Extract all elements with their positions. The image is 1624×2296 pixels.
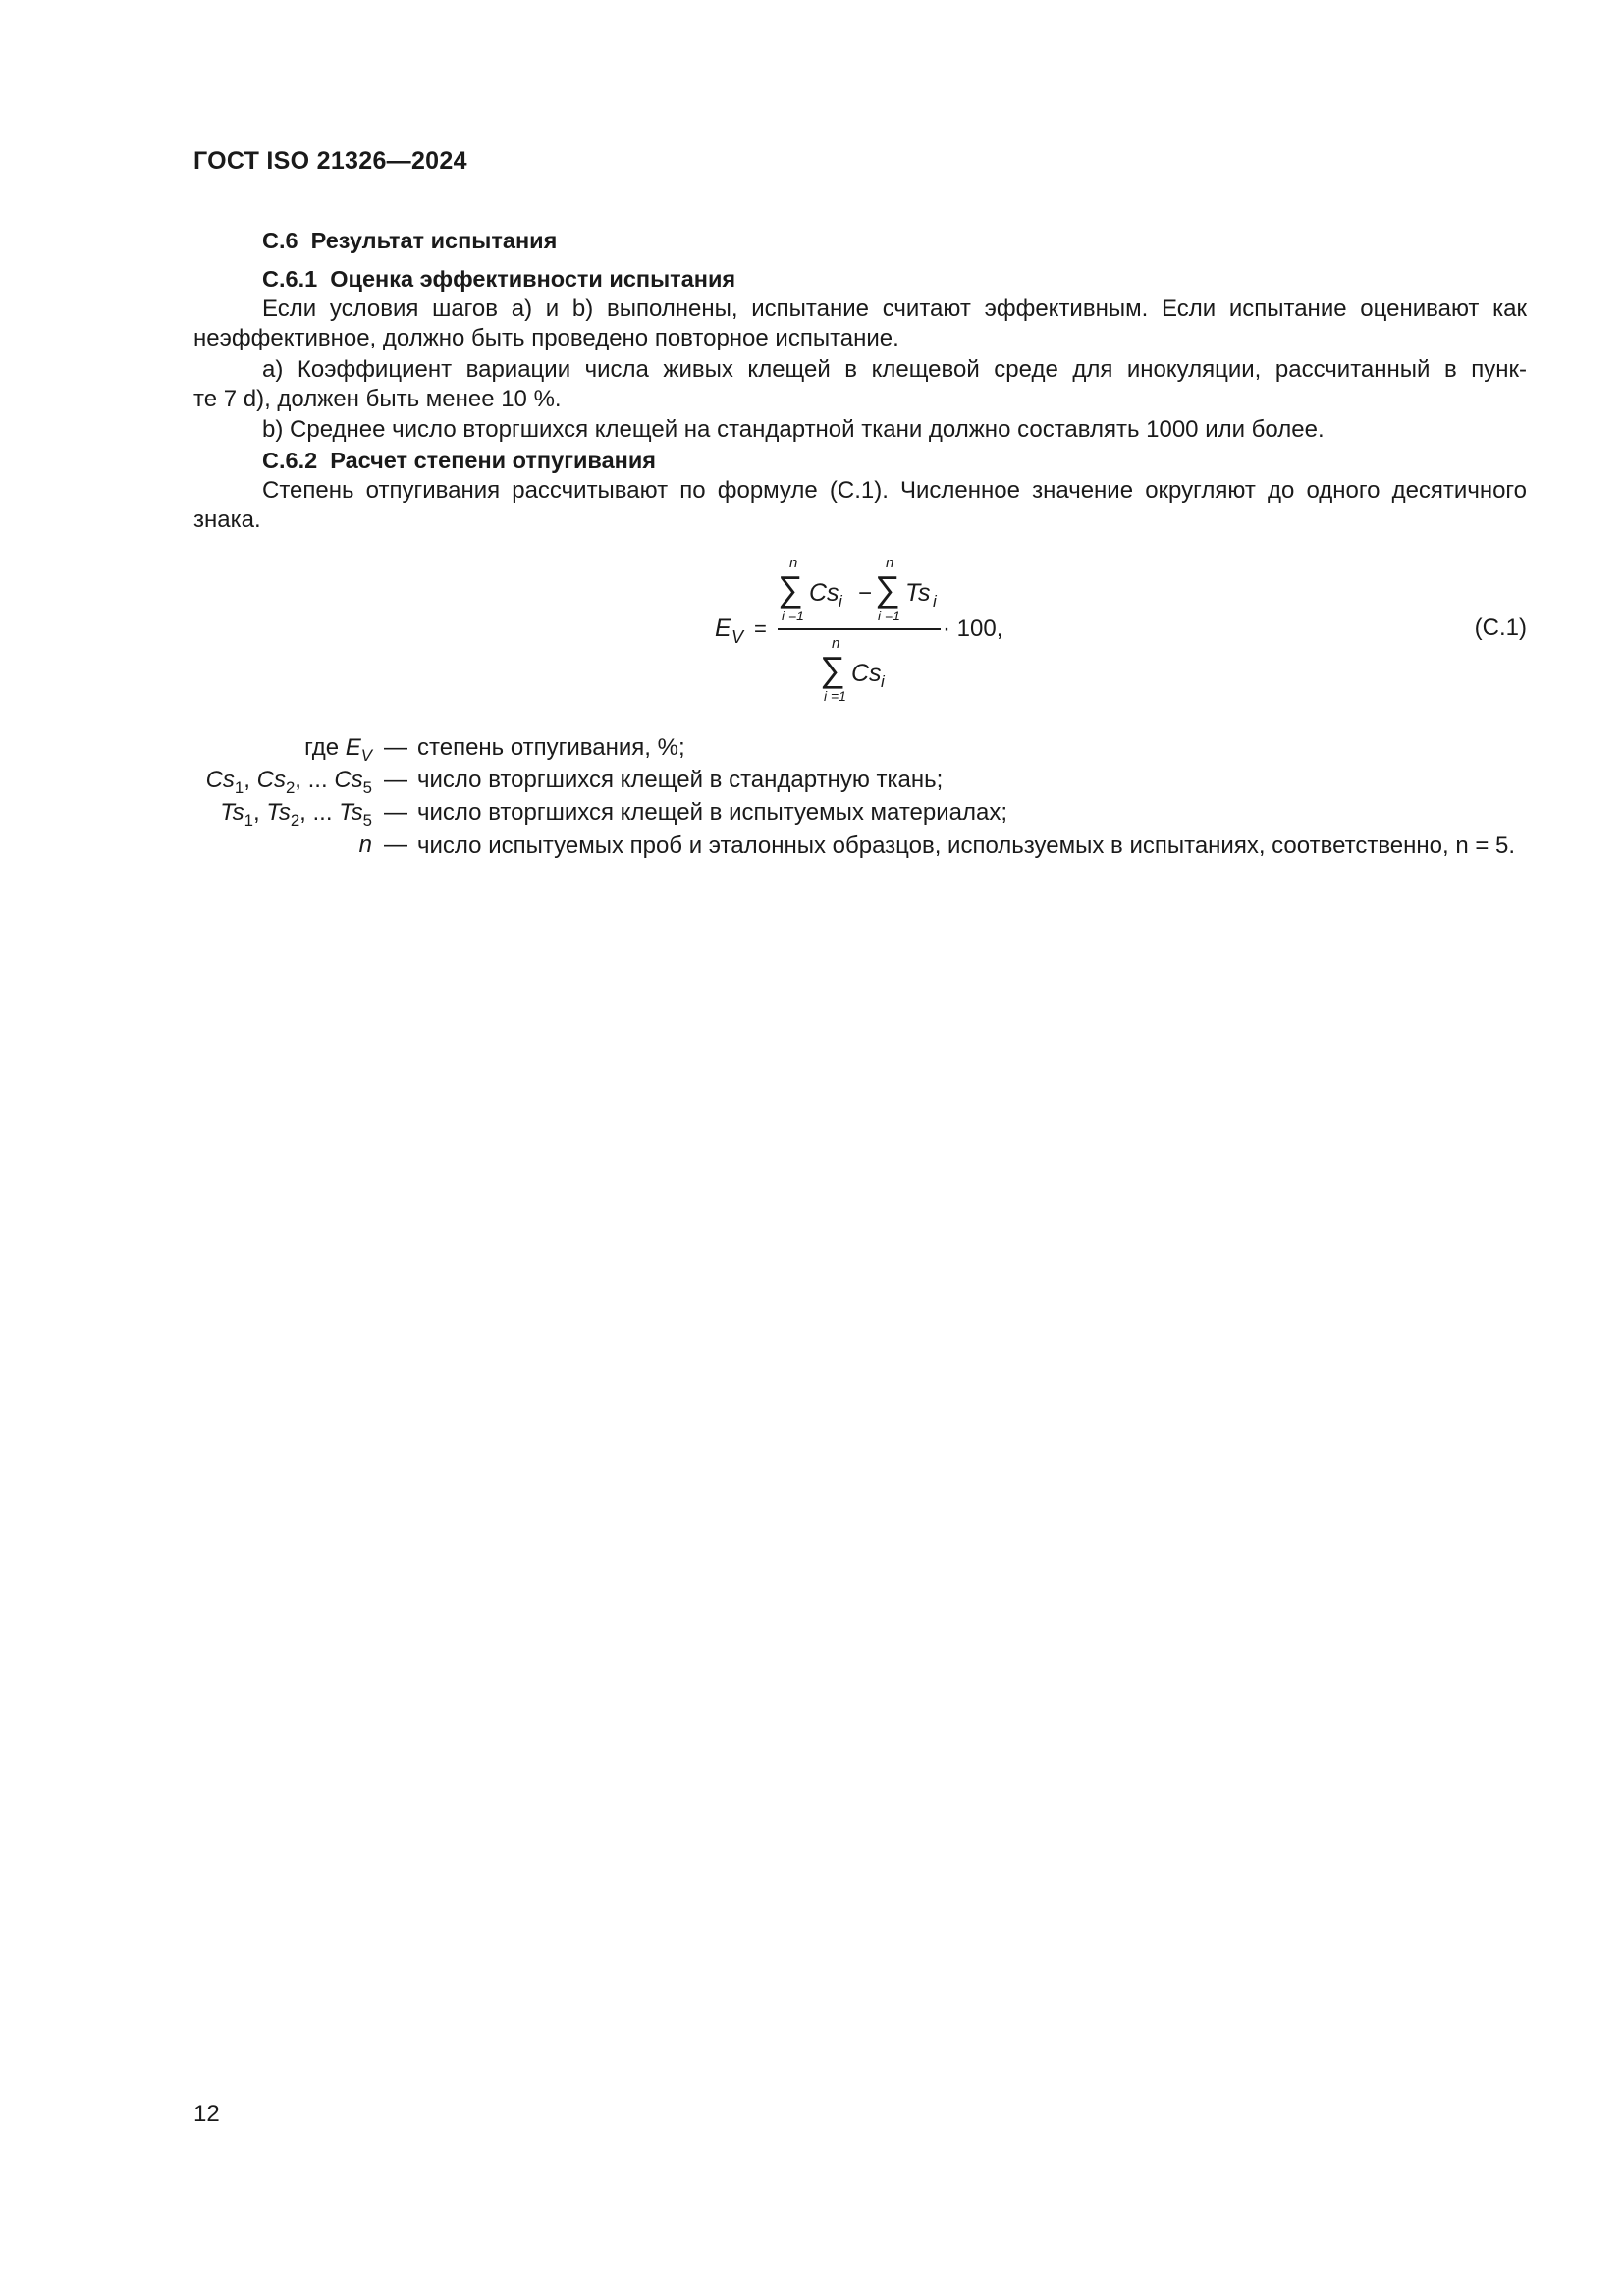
paragraph-text: Степень отпугивания рассчитывают по формуле (С.1). Численное значение округляют до одного десятичного знака.	[193, 477, 1527, 533]
section-number: С.6	[262, 228, 298, 253]
formula-multiplier: · 100,	[943, 615, 1003, 642]
condition-a-line1: а) Коэффициент вариации числа живых клещей в клещевой среде для инокуляции, рассчитанный в пунк-	[262, 356, 1527, 383]
sum-lower: i =1	[782, 608, 804, 623]
sum-lower: i =1	[878, 608, 900, 623]
where-symbol: $Ts_1$, $Ts_2$, ... $Ts_5$	[220, 799, 372, 829]
where-row	[0, 767, 1624, 796]
formula-equals: =	[754, 616, 767, 641]
formula-number: (С.1)	[1474, 614, 1527, 641]
where-description: степень отпугивания, %;	[417, 734, 685, 761]
sum-sign: ∑	[820, 649, 845, 689]
section-number: С.6.1	[262, 266, 318, 292]
formula-minus: −	[858, 580, 873, 607]
sum-upper-n: n	[789, 555, 798, 571]
paragraph-calculation	[193, 476, 1527, 535]
sum-upper-n: n	[886, 555, 894, 571]
document-header: ГОСТ ISO 21326—2024	[193, 147, 467, 175]
section-title: Оценка эффективности испытания	[330, 266, 736, 292]
formula-lhs-v: V	[731, 627, 744, 647]
where-dash: —	[384, 831, 407, 858]
page-number: 12	[193, 2101, 220, 2127]
condition-a-line2: те 7 d), должен быть менее 10 %.	[193, 386, 562, 412]
where-symbol: n	[358, 831, 372, 858]
section-title: Результат испытания	[310, 228, 558, 253]
section-number: С.6.2	[262, 448, 318, 473]
section-c6-heading	[262, 228, 557, 254]
term-cs-index: i	[839, 592, 842, 611]
condition-b: b) Среднее число вторгшихся клещей на стандартной ткани должно составлять 1000 или более.	[262, 416, 1325, 443]
term-ts: Ts	[905, 579, 931, 607]
term-cs-index: i	[881, 672, 885, 691]
where-symbol: где $E_V$	[304, 734, 372, 765]
term-cs: Cs	[851, 660, 882, 687]
where-dash: —	[384, 734, 407, 761]
where-dash: —	[384, 799, 407, 826]
sum-sign: ∑	[875, 568, 900, 609]
where-block	[0, 734, 1624, 921]
section-c62-heading	[262, 448, 656, 474]
paragraph-text: Если условия шагов а) и b) выполнены, испытание считают эффективным. Если испытание оценивают как неэффективное, должно быть проведено повторное испытание.	[193, 295, 1527, 351]
where-row	[0, 734, 1624, 764]
paragraph-effectiveness	[193, 294, 1527, 353]
sum-sign: ∑	[778, 568, 803, 609]
where-symbol: $Cs_1$, $Cs_2$, ... $Cs_5$	[205, 767, 372, 797]
term-ts-index: i	[933, 592, 937, 611]
sum-lower: i =1	[824, 688, 846, 704]
where-row	[0, 799, 1624, 828]
formula-lhs-e: E	[715, 614, 731, 642]
where-description: число вторгшихся клещей в испытуемых материалах;	[417, 799, 1008, 826]
where-description: число испытуемых проб и эталонных образцов, используемых в испытаниях, соответственно, n = 5.	[417, 832, 1516, 859]
where-row	[0, 831, 1624, 892]
section-title: Расчет степени отпугивания	[330, 448, 656, 473]
term-cs: Cs	[809, 579, 839, 607]
formula-c1	[687, 550, 1041, 717]
section-c61-heading	[262, 266, 735, 293]
sum-upper-n: n	[832, 635, 840, 652]
where-dash: —	[384, 767, 407, 793]
where-description: число вторгшихся клещей в стандартную ткань;	[417, 767, 944, 793]
